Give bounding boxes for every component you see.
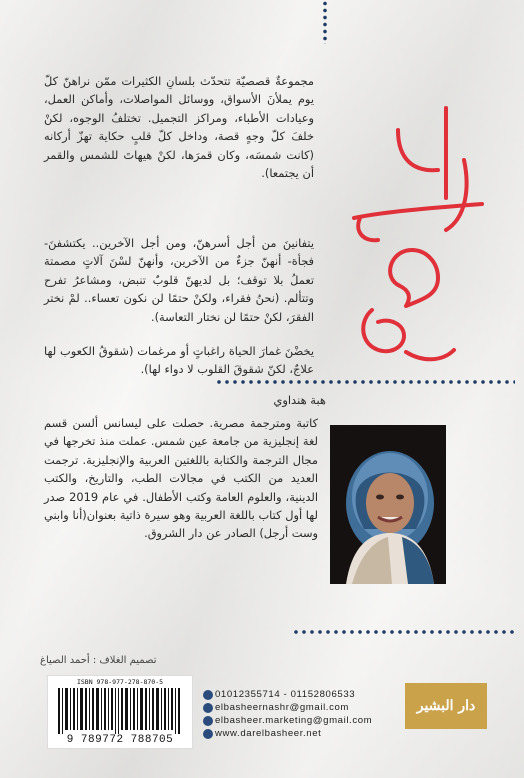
contact-phones bbox=[203, 688, 355, 701]
phones-text: 01012355714 - 01152806533 bbox=[215, 689, 356, 700]
email-2-text[interactable]: elbasheer.marketing@gmail.com bbox=[215, 715, 373, 726]
email-icon bbox=[203, 716, 213, 726]
isbn-label: ISBN 978-977-278-870-5 bbox=[76, 678, 164, 686]
isbn-barcode bbox=[47, 675, 193, 749]
book-title-calligraphy bbox=[342, 100, 492, 370]
author-name: هبة هنداوي bbox=[273, 393, 326, 407]
contact-email-1[interactable] bbox=[203, 701, 349, 714]
blurb-paragraph-2: يتفانينَ من أجل أسرهنّ، ومن أجل الآخرين.. يكتشفنَ- فجأة- أنهنّ جزءٌ من الآخرين، وأنهنّ لسْنَ آلاتٍ مصمتة تعملُ بلا توقف؛ بل لديهنّ قلوبٌ تنبض، ومشاعرُ تفرح وتتألم. (نحنُ فقراء، ولكنْ حتمًا لن نكون تعساء.. لمْ نختر الفقرَ، لكنْ حتمًا لن نختار التعاسة). bbox=[44, 236, 314, 324]
contact-email-2[interactable] bbox=[203, 714, 372, 727]
blurb-paragraph-3: يخضْنَ غمارَ الحياة راغباتٍ أو مرغمات (شقوقُ الكعوب لها علاجٌ، لكنّ شقوقَ القلوب لا دواء لها). bbox=[44, 344, 314, 377]
author-bio: كاتبة ومترجمة مصرية. حصلت على ليسانس ألسن قسم لغة إنجليزية من جامعة عين شمس. عملت منذ تخرجها في مجال الترجمة والكتابة باللغتين العربية والإنجليزية. ترجمت العديد من الكتب في مجالات الطب، والتاريخ، والكتب الدينية، والعلوم العامة وكتب الأطفال. في عام 2019 صدر لها أول كتاب باللغة العربية وهو سيرة ذاتية بعنوان(أنا وابني وست أرجل) الصادر عن دار الشروق. bbox=[44, 416, 318, 541]
bottom-dotted-divider bbox=[292, 630, 514, 634]
contact-website[interactable] bbox=[203, 727, 321, 740]
website-text[interactable]: www.darelbasheer.net bbox=[215, 728, 322, 739]
barcode-number: 9 789772 788705 bbox=[66, 734, 174, 746]
phone-icon bbox=[203, 690, 213, 700]
blurb-paragraph-1: مجموعةٌ قصصيّة تتحدّث بلسانِ الكثيرات ممّن نراهنّ كلّ يوم يملأنَ الأسواق، ووسائل المواصلات، وأماكن العمل، وعيادات الأطباء، ومراكز التجميل. تختلفُ الوجوه، لكنْ خلفَ كلّ وجهٍ قصة، وداخل كلّ قلبٍ حكاية تهزّ أركانه (كانت شمسَه، وكان قمرَها، لكنْ هيهاتَ للشمس والقمر أن يجتمعا). bbox=[44, 74, 314, 181]
author-photo bbox=[330, 425, 446, 584]
web-icon bbox=[203, 729, 213, 739]
cover-design-credit: تصميم الغلاف : أحمد الصياغ bbox=[40, 655, 157, 666]
publisher-logo: دار البشير bbox=[405, 683, 487, 729]
middle-dotted-divider bbox=[215, 380, 515, 384]
top-dotted-divider bbox=[323, 0, 327, 44]
email-icon bbox=[203, 703, 213, 713]
email-1-text[interactable]: elbasheernashr@gmail.com bbox=[215, 702, 349, 713]
